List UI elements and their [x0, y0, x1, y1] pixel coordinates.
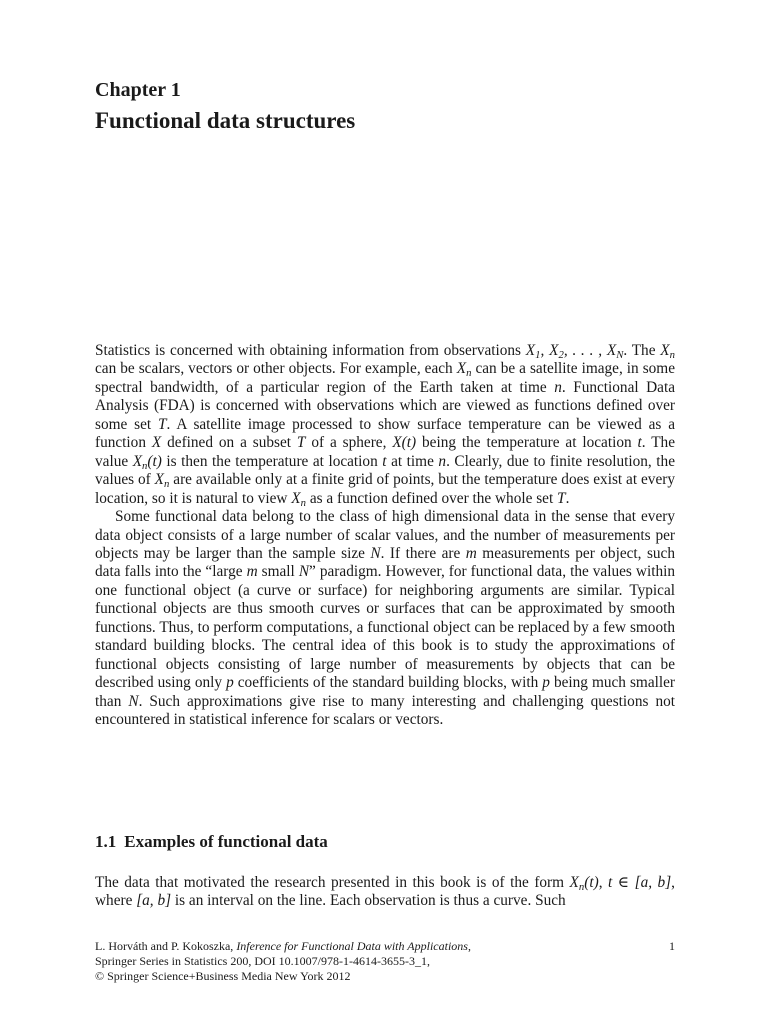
math: p	[226, 674, 234, 692]
math: $X_n$	[154, 471, 170, 491]
math: m	[246, 563, 258, 581]
footer	[95, 939, 675, 984]
intro-paragraph-2	[95, 508, 675, 729]
math: t	[637, 434, 642, 452]
text: at time	[386, 452, 439, 470]
text: . If there are	[380, 544, 466, 562]
math: n	[554, 378, 562, 396]
text: . A satellite image processed to show surface temperature can be viewed as a function	[95, 415, 675, 452]
footer-citation	[95, 939, 675, 954]
text: ” paradigm. However, for functional data, the values within one functional object (a curve or surface) for neighboring arguments are similar. Typical functional objects are thus smooth curves or surfaces that can be approximated by smooth functions. Thus, to perform computations, a functional object can be replaced by a few smooth standard building blocks. The central idea of this book is to study the approximations of functional objects consisting of large number of measurements by objects that can be described using only	[95, 563, 675, 692]
text: .	[565, 489, 570, 507]
math: T	[557, 489, 566, 507]
math: T	[296, 434, 306, 452]
text: ,	[598, 874, 609, 891]
text: defined on a subset	[161, 434, 297, 452]
text: being the temperature at location	[416, 434, 638, 452]
page	[95, 0, 675, 1024]
text: . Clearly, due to finite resolution, the values of	[95, 452, 675, 489]
section-paragraph-1	[95, 874, 675, 911]
text: is then the temperature at location	[161, 452, 383, 470]
math: $X_n$	[291, 489, 306, 509]
intro-text	[95, 342, 675, 730]
math: T	[158, 415, 167, 433]
math: n	[438, 452, 447, 470]
footer-book-title: Inference for Functional Data with Applications	[236, 939, 468, 953]
text: , where	[95, 874, 675, 910]
text: can be a satellite image, in some spectral bandwidth, of a particular region of the Earth taken at time	[95, 360, 675, 396]
math: $X_1$, $X_2$, . . . , $X_N$	[525, 342, 624, 362]
math: N	[370, 544, 381, 562]
math: $X_n(t)$	[132, 452, 162, 472]
text: coefficients of the standard building blocks, with	[233, 674, 543, 692]
text: . Functional Data Analysis (FDA) is concerned with observations which are viewed as functions defined over some set	[95, 378, 676, 433]
section-number: 1.1	[95, 832, 117, 851]
footer-authors: L. Horváth and P. Kokoszka,	[95, 939, 237, 953]
text: . Such approximations give rise to many interesting and challenging questions not encountered in statistical inference for scalars or vectors.	[95, 692, 675, 729]
text: is an interval on the line. Each observation is thus a curve. Such	[171, 892, 566, 910]
text: ∈	[612, 874, 635, 891]
text: of a sphere,	[305, 434, 393, 452]
chapter-title: Functional data structures	[95, 108, 356, 133]
math: X(t)	[392, 434, 417, 452]
math: [a, b]	[136, 892, 172, 910]
footer-copyright: © Springer Science+Business Media New York 2012	[95, 969, 351, 983]
text: can be scalars, vectors or other objects. For example, each	[95, 360, 457, 378]
math: [a, b]	[634, 874, 672, 891]
math: $X_n$	[456, 360, 472, 380]
intro-paragraph-1	[95, 342, 675, 508]
page-number: 1	[669, 939, 675, 953]
math: $X_n$	[660, 342, 675, 362]
math: m	[465, 544, 477, 562]
text: being much smaller than	[95, 674, 675, 710]
math: X	[151, 434, 162, 452]
text: . The	[623, 342, 661, 359]
footer-series: Springer Series in Statistics 200, DOI 10.1007/978-1-4614-3655-3_1,	[95, 954, 430, 968]
text: . The value	[95, 434, 675, 470]
math: N	[128, 692, 139, 710]
section-title: Examples of functional data	[124, 832, 328, 851]
text: Statistics is concerned with obtaining information from observations	[95, 342, 526, 359]
text: ,	[467, 939, 471, 953]
math: t	[382, 452, 387, 470]
text: small	[257, 563, 299, 581]
math: t	[608, 874, 613, 891]
text: as a function defined over the whole set	[306, 489, 558, 507]
text: are available only at a finite grid of points, but the temperature does exist at every location, so it is natural to view	[95, 471, 675, 507]
section-heading	[95, 831, 328, 853]
math: p	[542, 674, 550, 692]
text: The data that motivated the research presented in this book is of the form	[95, 874, 570, 891]
math: $X_n(t)$	[569, 874, 599, 894]
section-text	[95, 874, 675, 911]
math: N	[298, 563, 310, 581]
text: Some functional data belong to the class of high dimensional data in the sense that every data object consists of a large number of scalar values, and the number of measurements per objects may be larger than the sample size	[95, 508, 675, 562]
text: measurements per object, such data falls into the “large	[95, 544, 675, 581]
chapter-label: Chapter 1	[95, 79, 181, 101]
